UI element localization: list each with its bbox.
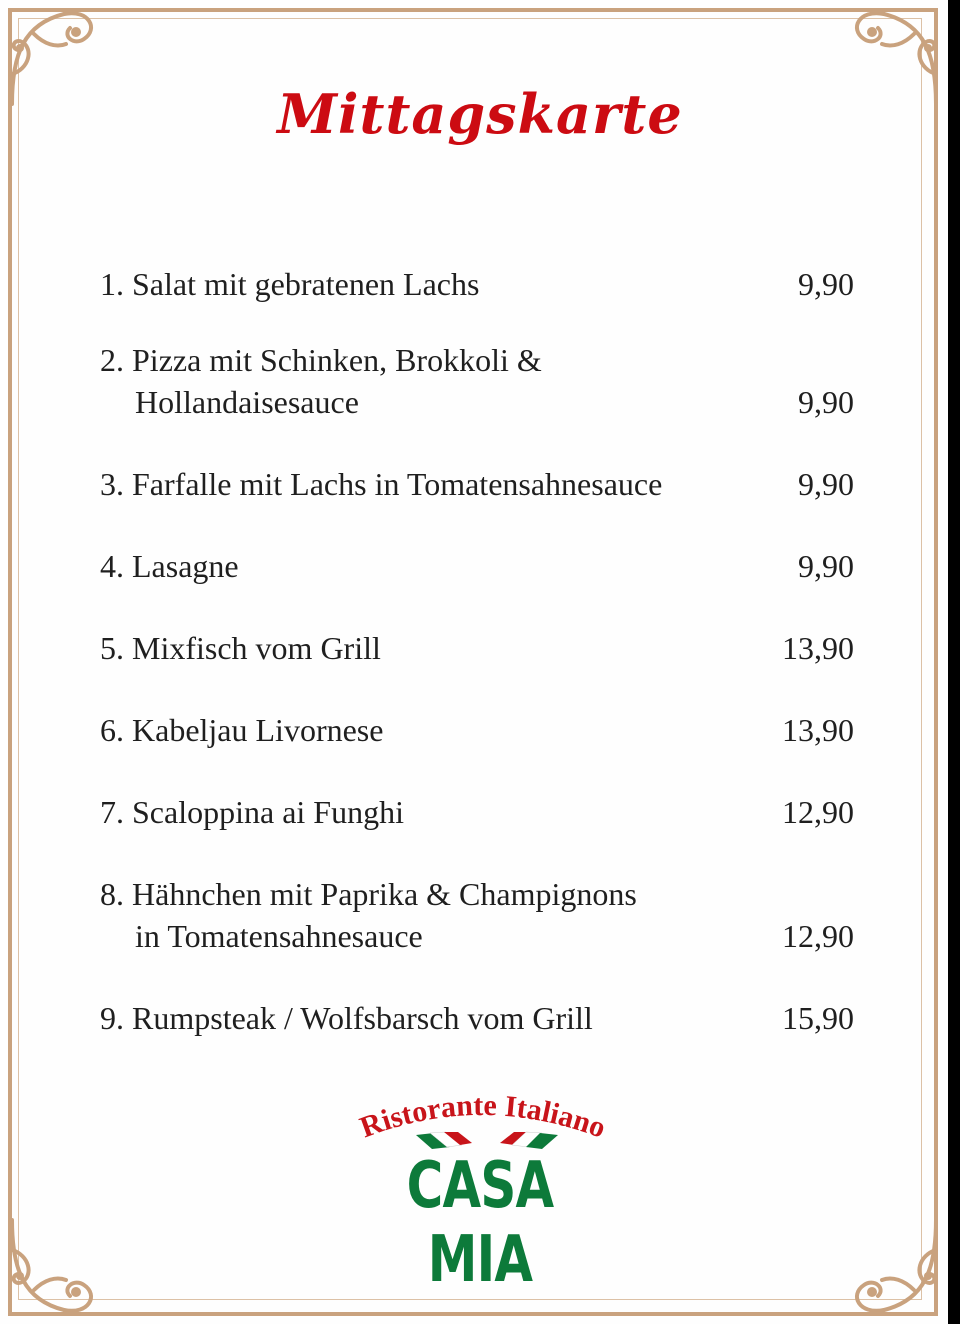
item-number: 5. [100,630,124,666]
logo-subtitle-arc [330,1085,630,1155]
item-name-continued: in Tomatensahnesauce [135,918,423,954]
item-name: Pizza mit Schinken, Brokkoli & [132,342,542,378]
ornament-scroll-icon [4,1210,114,1320]
logo-subtitle: Ristorante Italiano [355,1088,611,1145]
item-name: Scaloppina ai Funghi [132,794,404,830]
item-number: 3. [100,466,124,502]
page-title: Mittagskarte [277,82,683,146]
item-number: 2. [100,342,124,378]
item-number: 1. [100,266,124,302]
item-number: 4. [100,548,124,584]
item-price: 9,90 [798,384,854,420]
menu-item [100,709,860,751]
ornament-scroll-icon [834,1210,944,1320]
item-name: Rumpsteak / Wolfsbarsch vom Grill [132,1000,593,1036]
menu-item [100,339,860,423]
item-price: 9,90 [798,548,854,584]
item-number: 9. [100,1000,124,1036]
item-price: 12,90 [782,794,854,830]
flag-stripes-icon [416,1132,558,1149]
item-name: Kabeljau Livornese [132,712,384,748]
restaurant-logo [330,1085,630,1297]
logo-name: CASA MIA [406,1149,554,1297]
item-number: 8. [100,876,124,912]
item-number: 7. [100,794,124,830]
menu-item [100,463,860,505]
menu-item [100,627,860,669]
item-price: 12,90 [782,918,854,954]
item-name: Mixfisch vom Grill [132,630,381,666]
menu-item [100,791,860,833]
item-name: Hähnchen mit Paprika & Champignons [132,876,637,912]
item-name: Lasagne [132,548,239,584]
menu-item [100,263,860,305]
menu-item [100,997,860,1039]
item-price: 13,90 [782,630,854,666]
item-name: Farfalle mit Lachs in Tomatensahnesauce [132,466,663,502]
menu-item [100,545,860,587]
item-price: 15,90 [782,1000,854,1036]
item-price: 9,90 [798,466,854,502]
item-name-continued: Hollandaisesauce [135,384,359,420]
menu-item [100,873,860,957]
item-number: 6. [100,712,124,748]
item-name: Salat mit gebratenen Lachs [132,266,480,302]
item-price: 13,90 [782,712,854,748]
item-price: 9,90 [798,266,854,302]
